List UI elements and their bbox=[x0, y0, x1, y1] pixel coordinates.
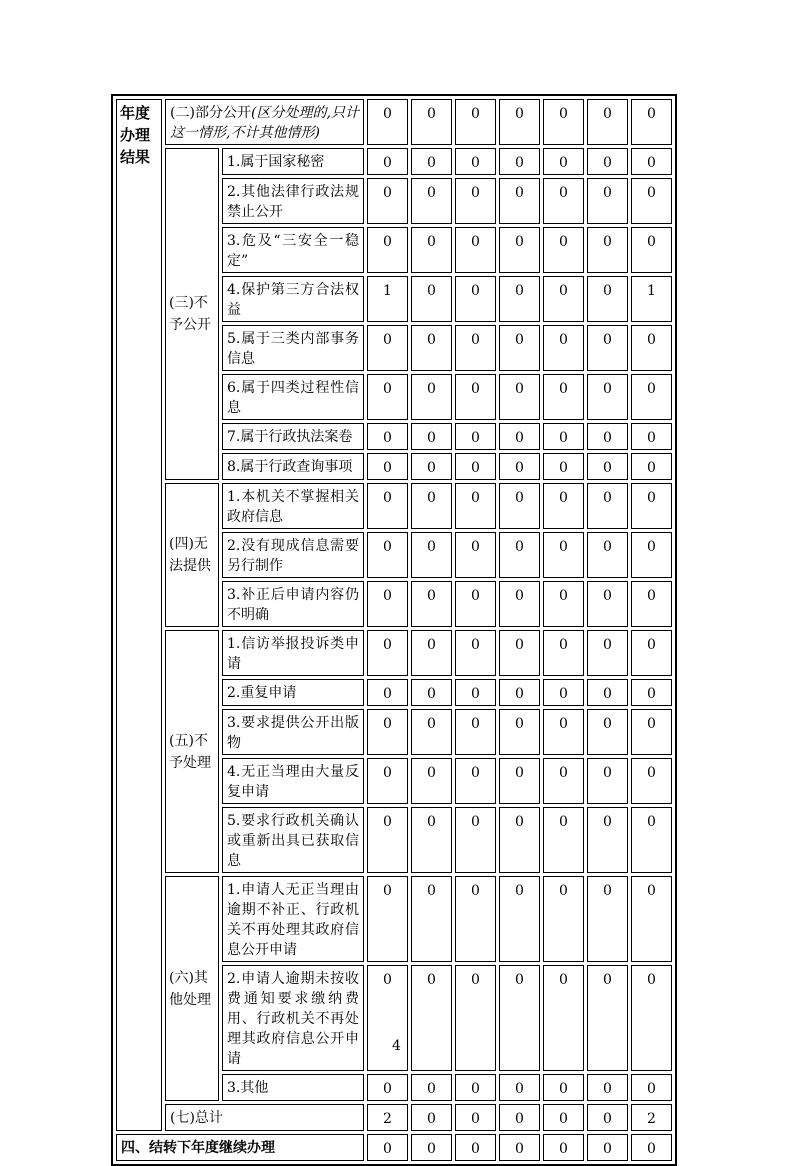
value-cell: 0 bbox=[499, 807, 540, 873]
row-label: (二)部分公开 bbox=[170, 105, 251, 121]
value-cell: 0 bbox=[631, 965, 672, 1071]
value-cell: 0 bbox=[631, 709, 672, 755]
value-cell: 0 bbox=[499, 483, 540, 529]
value-cell: 0 bbox=[455, 483, 496, 529]
value-cell: 0 bbox=[587, 630, 628, 676]
value-cell: 0 bbox=[455, 532, 496, 578]
value-cell: 0 bbox=[543, 532, 584, 578]
value-cell: 0 bbox=[631, 453, 672, 480]
value-cell: 0 bbox=[587, 1134, 628, 1161]
value-cell: 0 bbox=[587, 876, 628, 962]
table-row bbox=[116, 1134, 672, 1161]
value-cell: 0 bbox=[411, 374, 452, 420]
value-cell: 0 bbox=[455, 807, 496, 873]
value-cell: 0 bbox=[455, 965, 496, 1071]
value-cell: 0 bbox=[411, 965, 452, 1071]
value-cell: 0 bbox=[499, 709, 540, 755]
value-cell: 0 bbox=[411, 876, 452, 962]
row-label: 四、结转下年度继续办理 bbox=[121, 1140, 275, 1156]
value-cell: 0 bbox=[499, 423, 540, 450]
row-label: 6.属于四类过程性信息 bbox=[227, 380, 360, 416]
value-cell: 0 bbox=[411, 581, 452, 627]
row-label: (七)总计 bbox=[170, 1110, 223, 1126]
row-label: 2.没有现成信息需要另行制作 bbox=[227, 538, 360, 574]
value-cell: 0 bbox=[455, 178, 496, 224]
value-cell: 0 bbox=[499, 178, 540, 224]
value-cell: 0 bbox=[411, 807, 452, 873]
value-cell: 0 bbox=[455, 630, 496, 676]
value-cell: 0 bbox=[455, 423, 496, 450]
row-label: 3.补正后申请内容仍不明确 bbox=[227, 587, 360, 623]
side-header-cell: 年度办理结果 bbox=[116, 99, 162, 1131]
value-cell: 0 bbox=[367, 709, 408, 755]
value-cell: 0 bbox=[455, 679, 496, 706]
value-cell: 0 bbox=[411, 148, 452, 175]
value-cell: 0 bbox=[587, 99, 628, 145]
value-cell: 0 bbox=[543, 148, 584, 175]
row-label: 3.要求提供公开出版物 bbox=[227, 715, 360, 751]
value-cell: 0 bbox=[543, 276, 584, 322]
value-cell: 0 bbox=[455, 876, 496, 962]
value-cell: 0 bbox=[411, 325, 452, 371]
value-cell: 0 bbox=[543, 1104, 584, 1131]
row-label-cell bbox=[222, 325, 364, 371]
value-cell: 0 bbox=[587, 148, 628, 175]
value-cell: 0 bbox=[631, 227, 672, 273]
value-cell: 0 bbox=[455, 1074, 496, 1101]
value-cell: 0 bbox=[499, 227, 540, 273]
row-label-cell bbox=[116, 1134, 364, 1161]
value-cell: 0 bbox=[499, 99, 540, 145]
row-label: 7.属于行政执法案卷 bbox=[227, 429, 353, 445]
value-cell: 0 bbox=[411, 178, 452, 224]
row-label-cell bbox=[222, 758, 364, 804]
value-cell: 0 bbox=[411, 227, 452, 273]
value-cell: 0 bbox=[499, 276, 540, 322]
page-number: 4 bbox=[392, 1038, 401, 1054]
value-cell: 0 bbox=[587, 581, 628, 627]
value-cell: 0 bbox=[499, 1134, 540, 1161]
value-cell: 0 bbox=[411, 453, 452, 480]
value-cell: 0 bbox=[499, 581, 540, 627]
value-cell: 0 bbox=[631, 807, 672, 873]
value-cell: 0 bbox=[587, 679, 628, 706]
value-cell: 0 bbox=[631, 679, 672, 706]
value-cell: 0 bbox=[411, 679, 452, 706]
value-cell: 0 bbox=[367, 532, 408, 578]
value-cell: 0 bbox=[631, 581, 672, 627]
value-cell: 0 bbox=[499, 374, 540, 420]
value-cell: 0 bbox=[367, 423, 408, 450]
value-cell: 0 bbox=[367, 679, 408, 706]
row-label-cell bbox=[222, 581, 364, 627]
value-cell: 0 bbox=[367, 581, 408, 627]
value-cell: 0 bbox=[367, 1074, 408, 1101]
value-cell: 0 bbox=[543, 483, 584, 529]
value-cell: 0 bbox=[455, 1134, 496, 1161]
table-row bbox=[116, 483, 672, 529]
value-cell: 0 bbox=[543, 630, 584, 676]
row-label-note: (区分处理的,只计这一情形,不计其他情形) bbox=[170, 105, 359, 141]
value-cell: 0 bbox=[455, 227, 496, 273]
section-label-cell: (六)其他处理 bbox=[165, 876, 219, 1101]
row-label: 5.属于三类内部事务信息 bbox=[227, 331, 360, 367]
value-cell: 0 bbox=[455, 709, 496, 755]
row-label: 5.要求行政机关确认或重新出具已获取信息 bbox=[227, 813, 360, 869]
value-cell: 0 bbox=[411, 99, 452, 145]
value-cell: 0 bbox=[587, 965, 628, 1071]
row-label-cell bbox=[222, 276, 364, 322]
value-cell: 0 bbox=[455, 758, 496, 804]
row-label-cell bbox=[222, 453, 364, 480]
value-cell: 0 bbox=[543, 325, 584, 371]
value-cell: 0 bbox=[587, 1074, 628, 1101]
value-cell: 0 bbox=[587, 483, 628, 529]
value-cell: 0 bbox=[455, 581, 496, 627]
value-cell: 0 bbox=[455, 99, 496, 145]
value-cell: 0 bbox=[543, 965, 584, 1071]
value-cell: 0 bbox=[367, 453, 408, 480]
value-cell: 0 bbox=[587, 423, 628, 450]
value-cell: 0 bbox=[543, 679, 584, 706]
value-cell: 0 bbox=[543, 423, 584, 450]
row-label-cell bbox=[222, 807, 364, 873]
value-cell: 0 bbox=[543, 1074, 584, 1101]
value-cell: 0 bbox=[631, 325, 672, 371]
row-label: 8.属于行政查询事项 bbox=[227, 459, 353, 475]
value-cell: 0 bbox=[367, 758, 408, 804]
row-label: 1.本机关不掌握相关政府信息 bbox=[227, 489, 360, 525]
value-cell: 0 bbox=[543, 227, 584, 273]
value-cell: 0 bbox=[367, 483, 408, 529]
value-cell: 0 bbox=[411, 532, 452, 578]
value-cell: 0 bbox=[499, 148, 540, 175]
value-cell: 0 bbox=[631, 483, 672, 529]
value-cell: 0 bbox=[631, 374, 672, 420]
row-label-cell bbox=[222, 483, 364, 529]
row-label: 3.危及“三安全一稳定” bbox=[227, 233, 360, 269]
table-row bbox=[116, 630, 672, 676]
value-cell: 0 bbox=[631, 876, 672, 962]
value-cell: 0 bbox=[587, 758, 628, 804]
value-cell: 0 bbox=[411, 276, 452, 322]
value-cell: 0 bbox=[367, 374, 408, 420]
value-cell: 0 bbox=[499, 453, 540, 480]
value-cell: 0 bbox=[411, 483, 452, 529]
row-label-cell bbox=[222, 965, 364, 1071]
value-cell: 0 bbox=[543, 876, 584, 962]
value-cell: 0 bbox=[543, 374, 584, 420]
value-cell: 0 bbox=[543, 1134, 584, 1161]
table-row bbox=[116, 1104, 672, 1131]
value-cell: 0 bbox=[499, 965, 540, 1071]
value-cell: 0 bbox=[411, 630, 452, 676]
value-cell: 0 bbox=[367, 965, 408, 1071]
value-cell: 0 bbox=[587, 374, 628, 420]
value-cell: 0 bbox=[631, 1074, 672, 1101]
value-cell: 0 bbox=[499, 1074, 540, 1101]
value-cell: 2 bbox=[631, 1104, 672, 1131]
value-cell: 0 bbox=[499, 532, 540, 578]
value-cell: 0 bbox=[367, 227, 408, 273]
value-cell: 0 bbox=[455, 276, 496, 322]
table-row bbox=[116, 876, 672, 962]
section-label-cell: (三)不予公开 bbox=[165, 148, 219, 480]
value-cell: 0 bbox=[411, 1104, 452, 1131]
value-cell: 0 bbox=[631, 99, 672, 145]
row-label-cell bbox=[222, 630, 364, 676]
value-cell: 0 bbox=[499, 758, 540, 804]
row-label: 2.申请人逾期未按收费通知要求缴纳费用、行政机关不再处理其政府信息公开申请 bbox=[227, 971, 360, 1067]
row-label-cell bbox=[222, 178, 364, 224]
value-cell: 0 bbox=[587, 178, 628, 224]
value-cell: 0 bbox=[411, 709, 452, 755]
row-label-cell bbox=[222, 876, 364, 962]
value-cell: 0 bbox=[543, 453, 584, 480]
value-cell: 0 bbox=[367, 807, 408, 873]
row-label-cell bbox=[222, 532, 364, 578]
row-label: 2.重复申请 bbox=[227, 685, 297, 701]
value-cell: 0 bbox=[499, 1104, 540, 1131]
value-cell: 0 bbox=[367, 1134, 408, 1161]
value-cell: 0 bbox=[367, 99, 408, 145]
annual-report-table bbox=[111, 94, 677, 1166]
value-cell: 0 bbox=[631, 178, 672, 224]
value-cell: 0 bbox=[499, 630, 540, 676]
value-cell: 0 bbox=[631, 532, 672, 578]
value-cell: 0 bbox=[631, 630, 672, 676]
value-cell: 1 bbox=[631, 276, 672, 322]
row-label-cell bbox=[222, 423, 364, 450]
value-cell: 0 bbox=[367, 148, 408, 175]
value-cell: 0 bbox=[631, 423, 672, 450]
row-label-cell bbox=[222, 148, 364, 175]
section-label-cell: (四)无法提供 bbox=[165, 483, 219, 627]
value-cell: 0 bbox=[411, 1134, 452, 1161]
value-cell: 0 bbox=[543, 581, 584, 627]
value-cell: 0 bbox=[411, 758, 452, 804]
row-label-cell bbox=[222, 1074, 364, 1101]
value-cell: 0 bbox=[367, 876, 408, 962]
value-cell: 0 bbox=[587, 1104, 628, 1131]
row-label-cell bbox=[222, 679, 364, 706]
value-cell: 0 bbox=[367, 325, 408, 371]
value-cell: 0 bbox=[631, 1134, 672, 1161]
value-cell: 0 bbox=[543, 758, 584, 804]
value-cell: 0 bbox=[455, 374, 496, 420]
value-cell: 0 bbox=[455, 1104, 496, 1131]
value-cell: 2 bbox=[367, 1104, 408, 1131]
value-cell: 0 bbox=[455, 325, 496, 371]
row-label: 4.保护第三方合法权益 bbox=[227, 282, 360, 318]
value-cell: 0 bbox=[367, 178, 408, 224]
value-cell: 0 bbox=[499, 325, 540, 371]
value-cell: 0 bbox=[587, 276, 628, 322]
value-cell: 0 bbox=[411, 423, 452, 450]
value-cell: 0 bbox=[587, 453, 628, 480]
value-cell: 0 bbox=[367, 630, 408, 676]
value-cell: 0 bbox=[543, 807, 584, 873]
value-cell: 0 bbox=[631, 758, 672, 804]
row-label: 1.信访举报投诉类申请 bbox=[227, 636, 360, 672]
row-label: 2.其他法律行政法规禁止公开 bbox=[227, 184, 360, 220]
value-cell: 0 bbox=[455, 453, 496, 480]
row-label-cell bbox=[165, 99, 364, 145]
value-cell: 0 bbox=[499, 876, 540, 962]
row-label: 1.属于国家秘密 bbox=[227, 154, 325, 170]
section-label-cell: (五)不予处理 bbox=[165, 630, 219, 873]
value-cell: 0 bbox=[543, 709, 584, 755]
value-cell: 0 bbox=[587, 532, 628, 578]
row-label-cell bbox=[222, 227, 364, 273]
table-row bbox=[116, 148, 672, 175]
row-label: 3.其他 bbox=[227, 1080, 269, 1096]
value-cell: 0 bbox=[587, 227, 628, 273]
value-cell: 1 bbox=[367, 276, 408, 322]
row-label-cell bbox=[222, 709, 364, 755]
value-cell: 0 bbox=[543, 178, 584, 224]
value-cell: 0 bbox=[587, 709, 628, 755]
value-cell: 0 bbox=[543, 99, 584, 145]
value-cell: 0 bbox=[631, 148, 672, 175]
row-label-cell bbox=[222, 374, 364, 420]
row-label: 4.无正当理由大量反复申请 bbox=[227, 764, 360, 800]
value-cell: 0 bbox=[587, 325, 628, 371]
row-label-cell bbox=[165, 1104, 364, 1131]
value-cell: 0 bbox=[499, 679, 540, 706]
value-cell: 0 bbox=[587, 807, 628, 873]
value-cell: 0 bbox=[455, 148, 496, 175]
value-cell: 0 bbox=[411, 1074, 452, 1101]
table-row bbox=[116, 99, 672, 145]
row-label: 1.申请人无正当理由逾期不补正、行政机关不再处理其政府信息公开申请 bbox=[227, 882, 360, 958]
